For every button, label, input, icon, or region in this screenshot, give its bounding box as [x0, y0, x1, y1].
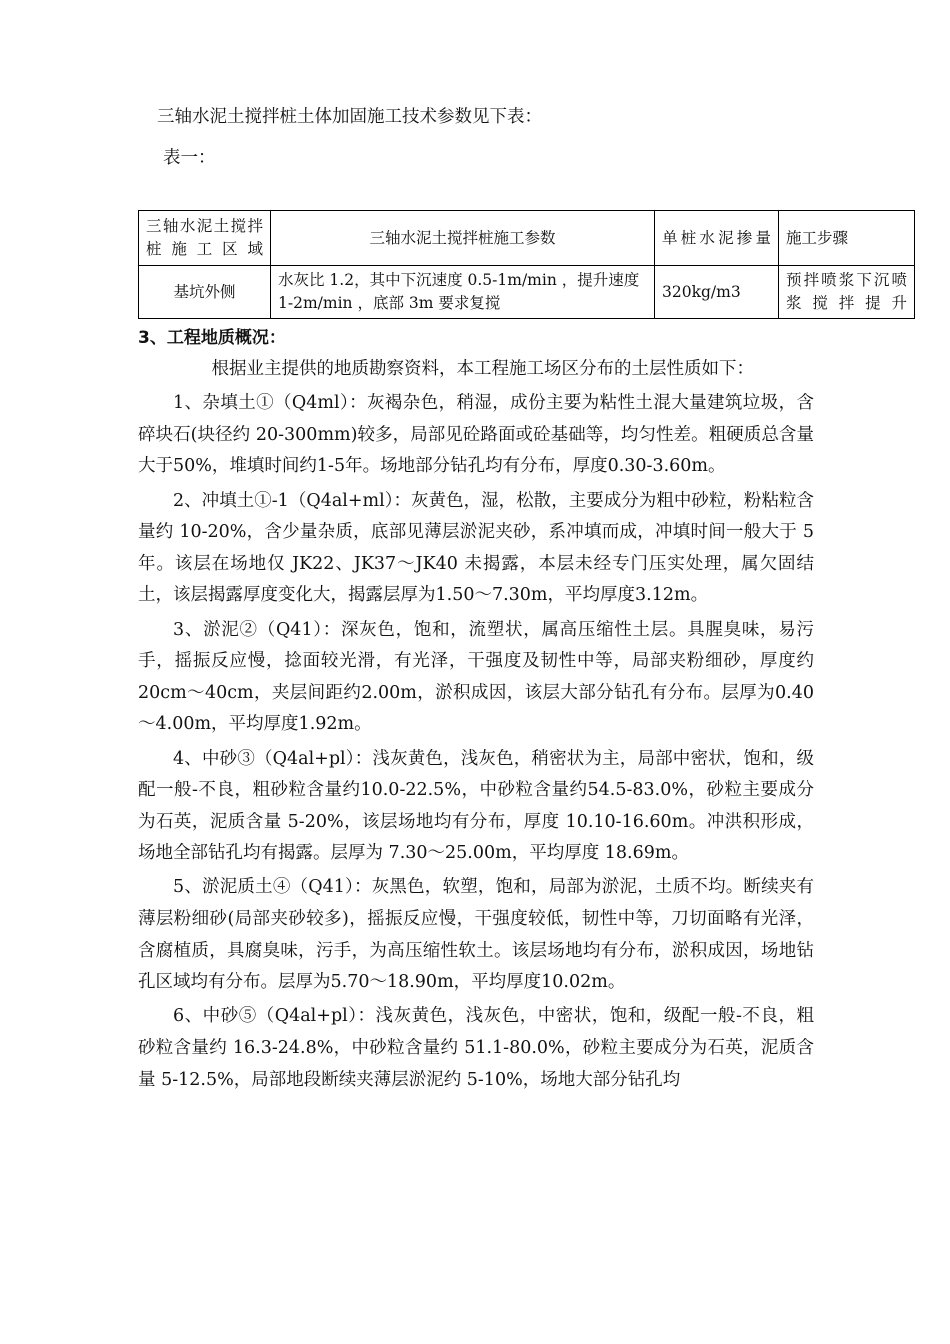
intro-line: 三轴水泥土搅拌桩土体加固施工技术参数见下表：	[157, 107, 542, 127]
soil-layer-paragraph: 5、淤泥质土④（Q41）：灰黑色，软塑，饱和，局部为淤泥，土质不均。断续夹有薄层粉细砂(局部夹砂较多)，摇振反应慢，干强度较低，韧性中等，刀切面略有光泽，含腐植质，具腐臭味，污手，为高压缩性软土。该层场地均有分布，淤积成因，场地钻孔区域均有分布。层厚为5.70～18.90m，平均厚度10.02m。	[138, 877, 814, 993]
soil-layer-paragraph: 2、冲填土①-1（Q4al+ml）：灰黄色，湿，松散，主要成分为粗中砂粒，粉粘粒含量约 10-20%，含少量杂质，底部见薄层淤泥夹砂，系冲填而成，冲填时间一般大于 5 年。该层在场地仅 JK22、JK37～JK40 未揭露，本层未经专门压实处理，属欠固结土，该层揭露厚度变化大，揭露层厚为1.50～7.30m，平均厚度3.12m。	[138, 490, 814, 606]
soil-layer-paragraph: 6、中砂⑤（Q4al+pl）：浅灰黄色，浅灰色，中密状，饱和，级配一般-不良，粗砂粒含量约 16.3-24.8%，中砂粒含量约 51.1-80.0%，砂粒主要成分为石英，泥质含量 5-12.5%，局部地段断续夹薄层淤泥约 5-10%，场地大部分钻孔均	[138, 1006, 814, 1090]
lead-paragraph: 根据业主提供的地质勘察资料，本工程施工场区分布的土层性质如下：	[211, 359, 754, 379]
header-cell-parameters: 三轴水泥土搅拌桩施工参数	[271, 211, 655, 266]
soil-layer-paragraph: 1、杂填土①（Q4ml）：灰褐杂色，稍湿，成份主要为粘性土混大量建筑垃圾，含碎块石(块径约 20-300mm)较多，局部见砼路面或砼基础等，均匀性差。粗硬质总含量大于50%，堆填时间约1-5年。场地部分钻孔均有分布，厚度0.30-3.60m。	[138, 393, 814, 477]
table-caption: 表一：	[163, 148, 216, 168]
header-cell-cement-dosage: 单桩水泥掺量	[655, 211, 779, 266]
header-cell-area: 三轴水泥土搅拌桩施工区域	[139, 211, 271, 266]
cell-cement-dosage: 320kg/m3	[655, 266, 779, 319]
cell-parameters: 水灰比 1.2，其中下沉速度 0.5-1m/min ，提升速度 1-2m/min ，底部 3m 要求复搅	[271, 266, 655, 319]
header-cell-steps: 施工步骤	[779, 211, 915, 266]
cell-area: 基坑外侧	[139, 266, 271, 319]
table-row	[139, 266, 915, 319]
construction-parameters-table	[138, 210, 915, 319]
geology-body	[138, 354, 814, 1096]
soil-layer-paragraph: 3、淤泥②（Q41）：深灰色，饱和，流塑状，属高压缩性土层。具腥臭味，易污手，摇振反应慢，捻面较光滑，有光泽，干强度及韧性中等，局部夹粉细砂，厚度约20cm～40cm，夹层间距约2.00m，淤积成因，该层大部分钻孔有分布。层厚为0.40～4.00m，平均厚度1.92m。	[138, 619, 814, 735]
cell-steps: 预拌喷浆下沉喷浆搅拌提升	[779, 266, 915, 319]
section-title: 3、工程地质概况：	[138, 328, 286, 348]
table-header-row	[139, 211, 915, 266]
soil-layer-paragraph: 4、中砂③（Q4al+pl）：浅灰黄色，浅灰色，稍密状为主，局部中密状，饱和，级配一般-不良，粗砂粒含量约10.0-22.5%，中砂粒含量约54.5-83.0%，砂粒主要成分为石英，泥质含量 5-20%，该层场地均有分布，厚度 10.10-16.60m。冲洪积形成，场地全部钻孔均有揭露。层厚为 7.30～25.00m，平均厚度 18.69m。	[138, 748, 814, 864]
